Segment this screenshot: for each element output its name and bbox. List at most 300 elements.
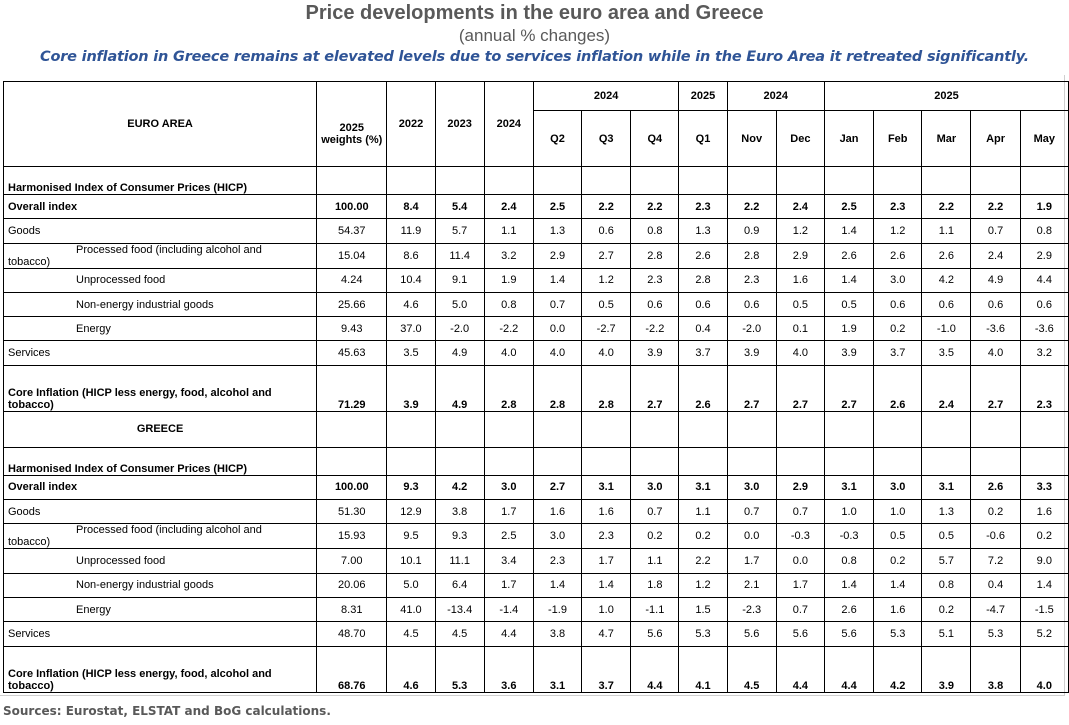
year-header-2024: 2024 (484, 82, 533, 167)
value-cell: 0.9 (727, 219, 776, 243)
value-cell: 0.2 (679, 524, 727, 549)
value-cell: 15.93 (317, 524, 387, 549)
value-cell: 2.3 (727, 268, 776, 292)
value-cell: 1.7 (484, 573, 533, 597)
value-cell: 4.6 (387, 292, 435, 316)
value-cell: 8.6 (387, 243, 435, 268)
value-cell: 2.7 (727, 365, 776, 411)
value-cell: 0.8 (1020, 219, 1068, 243)
group-header-2025-quarters: 2025 (679, 82, 727, 111)
value-cell: -4.7 (971, 597, 1020, 621)
value-cell: 4.0 (582, 341, 631, 365)
row-label: Goods (4, 500, 317, 524)
goods-row (4, 219, 1069, 243)
value-cell: 4.2 (435, 475, 484, 499)
row-label-line2: tobacco) (8, 536, 51, 549)
empty-cell (631, 411, 679, 447)
value-cell: 3.2 (484, 243, 533, 268)
section-header-greece: GREECE (4, 411, 317, 447)
period-header: May (1020, 111, 1068, 167)
value-cell: -1.5 (1020, 597, 1068, 621)
empty-cell (776, 167, 824, 195)
value-cell: 1.4 (874, 573, 922, 597)
value-cell: -3.6 (971, 317, 1020, 341)
value-cell: -0.3 (776, 524, 824, 549)
value-cell: -2.2 (631, 317, 679, 341)
empty-cell (727, 447, 776, 475)
value-cell: 3.0 (631, 475, 679, 499)
value-cell: 3.0 (874, 475, 922, 499)
value-cell: 2.7 (631, 365, 679, 411)
value-cell: 3.0 (484, 475, 533, 499)
empty-cell (582, 411, 631, 447)
value-cell: 1.4 (824, 268, 873, 292)
empty-cell (317, 411, 387, 447)
value-cell: 0.6 (922, 292, 971, 316)
value-cell: 2.8 (582, 365, 631, 411)
value-cell: 5.3 (874, 622, 922, 646)
value-cell: 25.66 (317, 292, 387, 316)
row-label: Non-energy industrial goods (4, 292, 317, 316)
row-label: Services (4, 622, 317, 646)
value-cell: 2.6 (679, 365, 727, 411)
value-cell: 10.1 (387, 549, 435, 573)
row-label-line1: Core Inflation (HICP less energy, food, alcohol and (8, 386, 272, 399)
value-cell: 6.4 (435, 573, 484, 597)
row-label: Overall index (4, 475, 317, 499)
value-cell: 1.4 (533, 573, 581, 597)
value-cell: 1.6 (874, 597, 922, 621)
value-cell: 0.8 (922, 573, 971, 597)
value-cell: 48.70 (317, 622, 387, 646)
row-label-line1: Core Inflation (HICP less energy, food, alcohol and (8, 667, 272, 680)
empty-cell (435, 447, 484, 475)
empty-cell (874, 167, 922, 195)
value-cell: 0.0 (533, 317, 581, 341)
processed-food-row (4, 243, 1069, 268)
value-cell: 2.3 (631, 268, 679, 292)
value-cell: 2.5 (824, 195, 873, 219)
value-cell: 4.0 (1020, 646, 1068, 692)
empty-cell (484, 447, 533, 475)
value-cell: 5.0 (435, 292, 484, 316)
value-cell: 4.4 (631, 646, 679, 692)
value-cell: 1.7 (484, 500, 533, 524)
value-cell: 0.7 (776, 597, 824, 621)
value-cell: -13.4 (435, 597, 484, 621)
period-header: Feb (874, 111, 922, 167)
value-cell: 1.9 (824, 317, 873, 341)
value-cell: 0.5 (824, 292, 873, 316)
value-cell: 3.8 (971, 646, 1020, 692)
empty-cell (824, 447, 873, 475)
value-cell: 1.1 (631, 549, 679, 573)
value-cell: 0.6 (679, 292, 727, 316)
value-cell: 3.1 (679, 475, 727, 499)
core-inflation-row (4, 646, 1069, 692)
value-cell: 1.2 (582, 268, 631, 292)
row-label: Non-energy industrial goods (4, 573, 317, 597)
non-energy-goods-row (4, 292, 1069, 316)
value-cell: 1.6 (1020, 500, 1068, 524)
value-cell: 5.6 (727, 622, 776, 646)
value-cell: 0.6 (874, 292, 922, 316)
value-cell: 11.1 (435, 549, 484, 573)
value-cell: 1.7 (776, 573, 824, 597)
value-cell: 100.00 (317, 195, 387, 219)
value-cell: 4.24 (317, 268, 387, 292)
value-cell: 4.4 (824, 646, 873, 692)
period-header: Q4 (631, 111, 679, 167)
value-cell: 4.9 (435, 341, 484, 365)
energy-row (4, 317, 1069, 341)
value-cell: 2.5 (533, 195, 581, 219)
services-row (4, 341, 1069, 365)
value-cell: 2.3 (874, 195, 922, 219)
period-header: Q3 (582, 111, 631, 167)
value-cell: 2.4 (922, 365, 971, 411)
value-cell: 4.0 (484, 341, 533, 365)
value-cell: 1.2 (679, 573, 727, 597)
value-cell: 9.3 (435, 524, 484, 549)
value-cell: 0.7 (971, 219, 1020, 243)
row-label (4, 365, 317, 411)
value-cell: 4.5 (435, 622, 484, 646)
value-cell: 20.06 (317, 573, 387, 597)
value-cell: 3.7 (582, 646, 631, 692)
empty-cell (533, 447, 581, 475)
value-cell: 5.0 (387, 573, 435, 597)
value-cell: 8.4 (387, 195, 435, 219)
value-cell: 2.6 (824, 597, 873, 621)
row-label: Unprocessed food (4, 268, 317, 292)
value-cell: 3.9 (727, 341, 776, 365)
year-header-2023: 2023 (435, 82, 484, 167)
value-cell: 0.2 (874, 317, 922, 341)
value-cell: 0.5 (874, 524, 922, 549)
value-cell: 3.7 (874, 341, 922, 365)
row-label-line2: tobacco) (8, 255, 51, 268)
value-cell: 0.7 (631, 500, 679, 524)
empty-cell (387, 447, 435, 475)
value-cell: 1.2 (776, 219, 824, 243)
period-header: Dec (776, 111, 824, 167)
unprocessed-food-row (4, 549, 1069, 573)
value-cell: 3.1 (922, 475, 971, 499)
value-cell: 4.4 (1020, 268, 1068, 292)
value-cell: 3.1 (824, 475, 873, 499)
hicp-heading: Harmonised Index of Consumer Prices (HICP) (4, 447, 317, 475)
value-cell: 0.7 (727, 500, 776, 524)
value-cell: 11.9 (387, 219, 435, 243)
value-cell: 2.9 (776, 475, 824, 499)
value-cell: 3.8 (533, 622, 581, 646)
value-cell: 3.7 (679, 341, 727, 365)
core-inflation-row (4, 365, 1069, 411)
value-cell: 1.1 (679, 500, 727, 524)
page-title: Price developments in the euro area and Greece (305, 2, 764, 24)
row-label (4, 646, 317, 692)
value-cell: 2.2 (922, 195, 971, 219)
value-cell: 3.8 (435, 500, 484, 524)
value-cell: 9.43 (317, 317, 387, 341)
goods-row (4, 500, 1069, 524)
value-cell: 0.5 (776, 292, 824, 316)
unprocessed-food-row (4, 268, 1069, 292)
empty-cell (971, 447, 1020, 475)
page-subtitle: (annual % changes) (458, 26, 611, 45)
value-cell: 5.1 (922, 622, 971, 646)
value-cell: 3.2 (1020, 341, 1068, 365)
value-cell: 2.7 (971, 365, 1020, 411)
year-header-2022: 2022 (387, 82, 435, 167)
value-cell: 0.6 (631, 292, 679, 316)
value-cell: 0.1 (776, 317, 824, 341)
value-cell: 3.1 (582, 475, 631, 499)
value-cell: 0.6 (727, 292, 776, 316)
value-cell: 5.2 (1020, 622, 1068, 646)
euro-area-header: EURO AREA (4, 82, 317, 167)
value-cell: 1.0 (824, 500, 873, 524)
value-cell: -2.0 (435, 317, 484, 341)
value-cell: -1.9 (533, 597, 581, 621)
value-cell: -1.4 (484, 597, 533, 621)
value-cell: 5.3 (971, 622, 1020, 646)
value-cell: 4.6 (387, 646, 435, 692)
value-cell: 5.6 (824, 622, 873, 646)
value-cell: 4.4 (484, 622, 533, 646)
value-cell: 0.4 (679, 317, 727, 341)
services-row (4, 622, 1069, 646)
value-cell: 5.6 (776, 622, 824, 646)
value-cell: 2.8 (631, 243, 679, 268)
value-cell: 0.2 (922, 597, 971, 621)
value-cell: 3.9 (631, 341, 679, 365)
value-cell: 1.3 (679, 219, 727, 243)
row-label (4, 524, 317, 549)
value-cell: 8.31 (317, 597, 387, 621)
value-cell: 2.6 (679, 243, 727, 268)
empty-cell (727, 167, 776, 195)
value-cell: -2.7 (582, 317, 631, 341)
value-cell: 2.7 (533, 475, 581, 499)
value-cell: 4.1 (679, 646, 727, 692)
value-cell: 4.7 (582, 622, 631, 646)
value-cell: 5.3 (679, 622, 727, 646)
value-cell: -2.3 (727, 597, 776, 621)
value-cell: 41.0 (387, 597, 435, 621)
value-cell: 1.4 (533, 268, 581, 292)
period-header: Q1 (679, 111, 727, 167)
empty-cell (435, 167, 484, 195)
row-label: Energy (4, 317, 317, 341)
value-cell: 2.6 (971, 475, 1020, 499)
value-cell: 4.5 (387, 622, 435, 646)
value-cell: 11.4 (435, 243, 484, 268)
value-cell: 0.2 (971, 500, 1020, 524)
empty-cell (631, 447, 679, 475)
value-cell: 45.63 (317, 341, 387, 365)
value-cell: 3.1 (533, 646, 581, 692)
row-label-line2: tobacco) (8, 398, 54, 411)
value-cell: 1.3 (533, 219, 581, 243)
value-cell: 1.0 (874, 500, 922, 524)
empty-cell (679, 411, 727, 447)
empty-cell (679, 447, 727, 475)
value-cell: 0.5 (582, 292, 631, 316)
value-cell: 5.3 (435, 646, 484, 692)
value-cell: 5.7 (922, 549, 971, 573)
value-cell: 0.8 (631, 219, 679, 243)
empty-cell (824, 167, 873, 195)
row-label-line1: Processed food (including alcohol and (76, 243, 262, 256)
value-cell: -0.3 (824, 524, 873, 549)
empty-cell (387, 167, 435, 195)
value-cell: 0.7 (533, 292, 581, 316)
empty-cell (1020, 167, 1068, 195)
period-header: Q2 (533, 111, 581, 167)
value-cell: 2.9 (533, 243, 581, 268)
value-cell: 4.5 (727, 646, 776, 692)
value-cell: 1.1 (922, 219, 971, 243)
value-cell: 9.3 (387, 475, 435, 499)
value-cell: 1.4 (824, 219, 873, 243)
value-cell: 3.4 (484, 549, 533, 573)
value-cell: 2.7 (582, 243, 631, 268)
value-cell: 1.3 (922, 500, 971, 524)
value-cell: 5.6 (631, 622, 679, 646)
empty-cell (776, 447, 824, 475)
group-header-2024-months: 2024 (727, 82, 824, 111)
value-cell: 0.6 (582, 219, 631, 243)
value-cell: 4.0 (776, 341, 824, 365)
period-header: Nov (727, 111, 776, 167)
value-cell: 2.1 (727, 573, 776, 597)
value-cell: 2.2 (727, 195, 776, 219)
value-cell: 3.3 (1020, 475, 1068, 499)
value-cell: 2.7 (776, 365, 824, 411)
value-cell: 4.0 (971, 341, 1020, 365)
energy-row (4, 597, 1069, 621)
value-cell: 2.3 (582, 524, 631, 549)
empty-cell (922, 447, 971, 475)
value-cell: 2.2 (631, 195, 679, 219)
value-cell: 4.4 (776, 646, 824, 692)
value-cell: 2.8 (727, 243, 776, 268)
value-cell: 2.6 (874, 243, 922, 268)
empty-cell (631, 167, 679, 195)
value-cell: 3.0 (874, 268, 922, 292)
value-cell: 5.7 (435, 219, 484, 243)
value-cell: 0.8 (484, 292, 533, 316)
value-cell: 100.00 (317, 475, 387, 499)
empty-cell (1020, 447, 1068, 475)
value-cell: 2.6 (922, 243, 971, 268)
value-cell: 4.2 (874, 646, 922, 692)
non-energy-goods-row (4, 573, 1069, 597)
value-cell: 0.6 (971, 292, 1020, 316)
value-cell: -2.0 (727, 317, 776, 341)
value-cell: 0.0 (776, 549, 824, 573)
value-cell: -2.2 (484, 317, 533, 341)
value-cell: 1.9 (484, 268, 533, 292)
row-label: Overall index (4, 195, 317, 219)
value-cell: 71.29 (317, 365, 387, 411)
empty-cell (1020, 411, 1068, 447)
group-header-2025-months: 2025 (824, 82, 1068, 111)
value-cell: 1.0 (582, 597, 631, 621)
value-cell: 1.5 (679, 597, 727, 621)
row-label: Goods (4, 219, 317, 243)
value-cell: 7.00 (317, 549, 387, 573)
value-cell: 0.2 (631, 524, 679, 549)
value-cell: 0.5 (922, 524, 971, 549)
empty-cell (824, 411, 873, 447)
value-cell: 51.30 (317, 500, 387, 524)
value-cell: 4.9 (971, 268, 1020, 292)
value-cell: 0.0 (727, 524, 776, 549)
empty-cell (533, 167, 581, 195)
sources-note: Sources: Eurostat, ELSTAT and BoG calculations. (3, 704, 331, 718)
value-cell: 4.0 (533, 341, 581, 365)
value-cell: 3.5 (922, 341, 971, 365)
value-cell: 0.2 (874, 549, 922, 573)
value-cell: 2.3 (1020, 365, 1068, 411)
empty-cell (582, 447, 631, 475)
value-cell: 0.4 (971, 573, 1020, 597)
value-cell: 2.4 (971, 243, 1020, 268)
empty-cell (317, 167, 387, 195)
row-label: Services (4, 341, 317, 365)
value-cell: 1.2 (874, 219, 922, 243)
page-tagline: Core inflation in Greece remains at elevated levels due to services inflation while in the Euro Area it retreated significantly. (40, 49, 1029, 65)
value-cell: 3.0 (533, 524, 581, 549)
empty-cell (484, 411, 533, 447)
row-label (4, 243, 317, 268)
value-cell: 37.0 (387, 317, 435, 341)
empty-cell (679, 167, 727, 195)
value-cell: 0.6 (1020, 292, 1068, 316)
value-cell: 1.8 (631, 573, 679, 597)
value-cell: 3.5 (387, 341, 435, 365)
period-header: Mar (922, 111, 971, 167)
value-cell: 1.6 (533, 500, 581, 524)
value-cell: 1.1 (484, 219, 533, 243)
row-label: Unprocessed food (4, 549, 317, 573)
group-header-2024-quarters: 2024 (533, 82, 679, 111)
value-cell: 12.9 (387, 500, 435, 524)
value-cell: 1.6 (776, 268, 824, 292)
empty-cell (922, 167, 971, 195)
value-cell: 3.6 (484, 646, 533, 692)
value-cell: 10.4 (387, 268, 435, 292)
value-cell: 2.3 (679, 195, 727, 219)
value-cell: 1.7 (582, 549, 631, 573)
empty-cell (533, 411, 581, 447)
value-cell: 2.6 (824, 243, 873, 268)
value-cell: 9.5 (387, 524, 435, 549)
value-cell: 2.9 (1020, 243, 1068, 268)
overall-index-row (4, 195, 1069, 219)
value-cell: 2.6 (874, 365, 922, 411)
value-cell: 15.04 (317, 243, 387, 268)
empty-cell (971, 167, 1020, 195)
value-cell: 4.9 (435, 365, 484, 411)
value-cell: 2.8 (533, 365, 581, 411)
empty-cell (971, 411, 1020, 447)
processed-food-row (4, 524, 1069, 549)
value-cell: 3.9 (387, 365, 435, 411)
